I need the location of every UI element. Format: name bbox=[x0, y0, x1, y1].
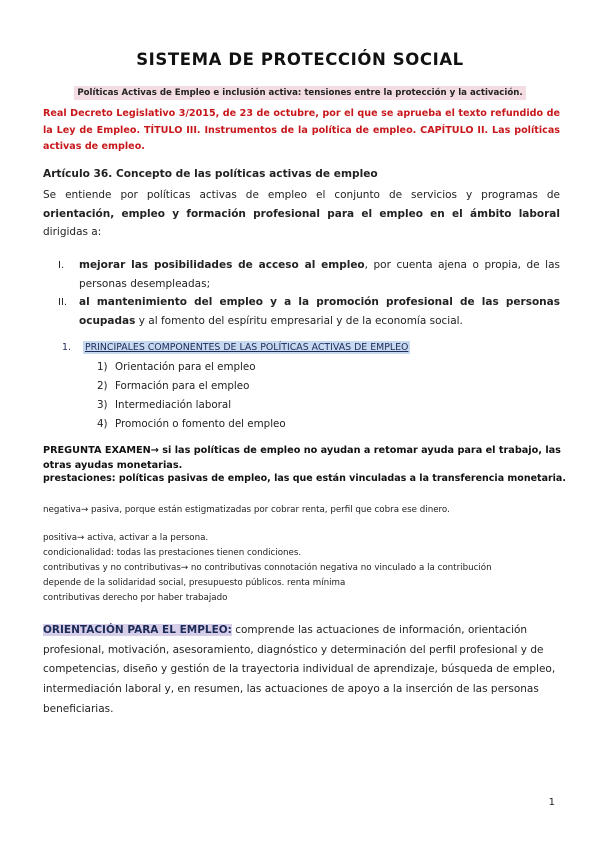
note-line: contributivas y no contributivas→ no contributivas connotación negativa no vinculado a la contribución bbox=[43, 563, 492, 573]
orientation-paragraph bbox=[43, 621, 560, 720]
passive-policies-note: prestaciones: políticas pasivas de empleo, las que están vinculadas a la transferencia monetaria. bbox=[43, 473, 566, 484]
exam-question: PREGUNTA EXAMEN→ si las políticas de empleo no ayudan a retomar ayuda para el trabajo, las otras ayudas monetarias. bbox=[43, 445, 561, 471]
note-line: depende de la solidaridad social, presupuesto públicos. renta mínima bbox=[43, 578, 346, 588]
component-number: 2) bbox=[97, 380, 108, 392]
page-number: 1 bbox=[548, 797, 555, 808]
component-label: Intermediación laboral bbox=[115, 399, 232, 411]
note-line: condicionalidad: todas las prestaciones tienen condiciones. bbox=[43, 548, 302, 558]
orientation-text: comprende las actuaciones de información, orientación profesional, motivación, asesoramiento, diagnóstico y determinación del perfil profesional y de competencias, diseño y gestión de la trayectoria individual de aprendizaje, búsqueda de empleo, intermediación laboral y, en resumen, las actuaciones de apoyo a la inserción de las personas beneficiarias. bbox=[43, 624, 556, 715]
document-title: SISTEMA DE PROTECCIÓN SOCIAL bbox=[136, 50, 464, 69]
note-line: positiva→ activa, activar a la persona. bbox=[43, 533, 209, 543]
list-item-bold: al mantenimiento del empleo y a la promoción profesional de las personas ocupadas bbox=[79, 296, 560, 327]
list-item-bold: mejorar las posibilidades de acceso al empleo bbox=[79, 259, 365, 271]
list-item-text: , por cuenta ajena o propia, de las personas desempleadas; bbox=[79, 259, 560, 290]
decree-reference: Real Decreto Legislativo 3/2015, de 23 de octubre, por el que se aprueba el texto refundido de la Ley de Empleo. TÍTULO III. Instrumentos de la política de empleo. CAPÍTULO II. Las políticas activas de empleo. bbox=[43, 108, 560, 152]
list-item bbox=[79, 293, 560, 330]
note-line: contributivas derecho por haber trabajado bbox=[43, 593, 228, 603]
article-intro-start: Se entiende por políticas activas de empleo el conjunto de servicios y programas de bbox=[43, 189, 560, 201]
components-heading-text: PRINCIPALES COMPONENTES DE LAS POLÍTICAS ACTIVAS DE EMPLEO bbox=[84, 342, 409, 353]
component-item bbox=[97, 418, 286, 430]
orientation-label: ORIENTACIÓN PARA EL EMPLEO: bbox=[43, 624, 232, 636]
list-item-marker: II. bbox=[58, 297, 68, 308]
article-intro-end: dirigidas a: bbox=[43, 226, 102, 238]
component-label: Orientación para el empleo bbox=[115, 361, 256, 373]
component-number: 1) bbox=[97, 361, 108, 373]
list-item bbox=[79, 256, 560, 293]
negative-note: negativa→ pasiva, porque están estigmatizadas por cobrar renta, perfil que cobra ese dinero. bbox=[43, 505, 450, 515]
subtitle-text: Políticas Activas de Empleo e inclusión activa: tensiones entre la protección y la activación. bbox=[74, 86, 525, 100]
list-item-text: y al fomento del espíritu empresarial y de la economía social. bbox=[135, 314, 463, 327]
component-number: 3) bbox=[97, 399, 108, 411]
component-number: 4) bbox=[97, 418, 108, 430]
subtitle bbox=[0, 80, 600, 99]
article-intro-bold: orientación, empleo y formación profesional para el empleo en el ámbito laboral bbox=[43, 207, 560, 220]
component-label: Formación para el empleo bbox=[115, 380, 250, 392]
component-item bbox=[97, 380, 249, 392]
components-heading bbox=[62, 342, 410, 353]
article-title: Artículo 36. Concepto de las políticas activas de empleo bbox=[43, 168, 378, 180]
components-heading-number: 1. bbox=[62, 342, 71, 353]
component-item bbox=[97, 361, 256, 373]
component-item bbox=[97, 399, 231, 411]
component-label: Promoción o fomento del empleo bbox=[115, 418, 286, 430]
article-intro bbox=[43, 186, 560, 242]
list-item-marker: I. bbox=[58, 260, 65, 271]
